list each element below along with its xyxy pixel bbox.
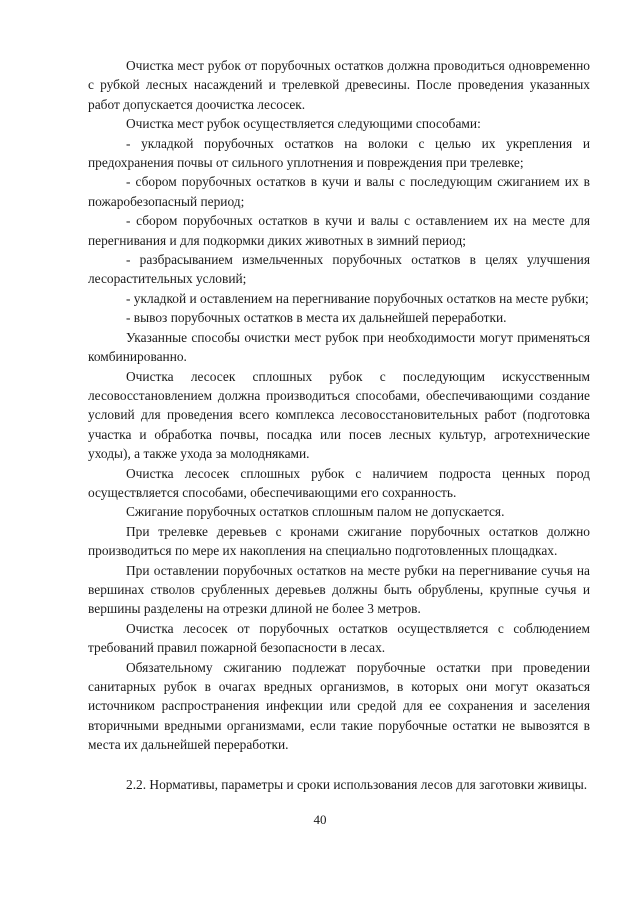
paragraph: Указанные способы очистки мест рубок при необходимости могут применяться комбинированно. [88,329,590,365]
section-heading: 2.2. Нормативы, параметры и сроки использования лесов для заготовки живицы. [126,776,588,792]
list-item: - сбором порубочных остатков в кучи и валы с последующим сжиганием их в пожаробезопасный период; [88,174,590,209]
list-item: - укладкой и оставлением на перегнивание порубочных остатков на месте рубки; [126,290,589,306]
document-page [88,56,590,794]
paragraph: При трелевке деревьев с кронами сжигание порубочных остатков должно производиться по мере их накопления на специально подготовленных площадках. [88,523,590,559]
paragraph: Очистка лесосек сплошных рубок с наличием подроста ценных пород осуществляется способами, обеспечивающими его сохранность. [88,465,590,500]
page-number: 40 [313,812,327,827]
paragraph: Обязательному сжиганию подлежат порубочные остатки при проведении санитарных рубок в очагах вредных организмов, в которых они могут оказаться источником распространения инфекции или средой для ее сохранения и заселения вторичными вредными организмами, если такие порубочные остатки не вывозятся в места их дальнейшей переработки. [88,659,590,753]
paragraph: Очистка лесосек сплошных рубок с последующим искусственным лесовосстановлением должна производиться способами, обеспечивающими создание условий для проведения всего комплекса лесовосстановительных работ (подготовка участка и обработка почвы, посадка или посев лесных культур, агротехнические уходы), а также ухода за молодняками. [88,368,590,462]
paragraph: Очистка мест рубок осуществляется следующими способами: [126,116,481,132]
list-item: - укладкой порубочных остатков на волоки с целью их укрепления и предохранения почвы от сильного уплотнения и повреждения при трелевке; [88,135,590,171]
list-item: - разбрасыванием измельченных порубочных остатков в целях улучшения лесорастительных условий; [88,252,590,287]
list-item: - вывоз порубочных остатков в места их дальнейшей переработки. [126,310,507,326]
paragraph: Сжигание порубочных остатков сплошным палом не допускается. [126,504,505,520]
paragraph: При оставлении порубочных остатков на месте рубки на перегнивание сучья на вершинах стволов срубленных деревьев должны быть обрублены, крупные сучья и вершины разделены на отрезки длиной не более 3 метров. [88,562,590,617]
paragraph: Очистка мест рубок от порубочных остатков должна проводиться одновременно с рубкой лесных насаждений и трелевкой древесины. После проведения указанных работ допускается доочистка лесосек. [88,58,590,112]
list-item: - сбором порубочных остатков в кучи и валы с оставлением их на месте для перегнивания и для подкормки диких животных в зимний период; [88,213,590,248]
paragraph: Очистка лесосек от порубочных остатков осуществляется с соблюдением требований правил пожарной безопасности в лесах. [88,620,590,656]
